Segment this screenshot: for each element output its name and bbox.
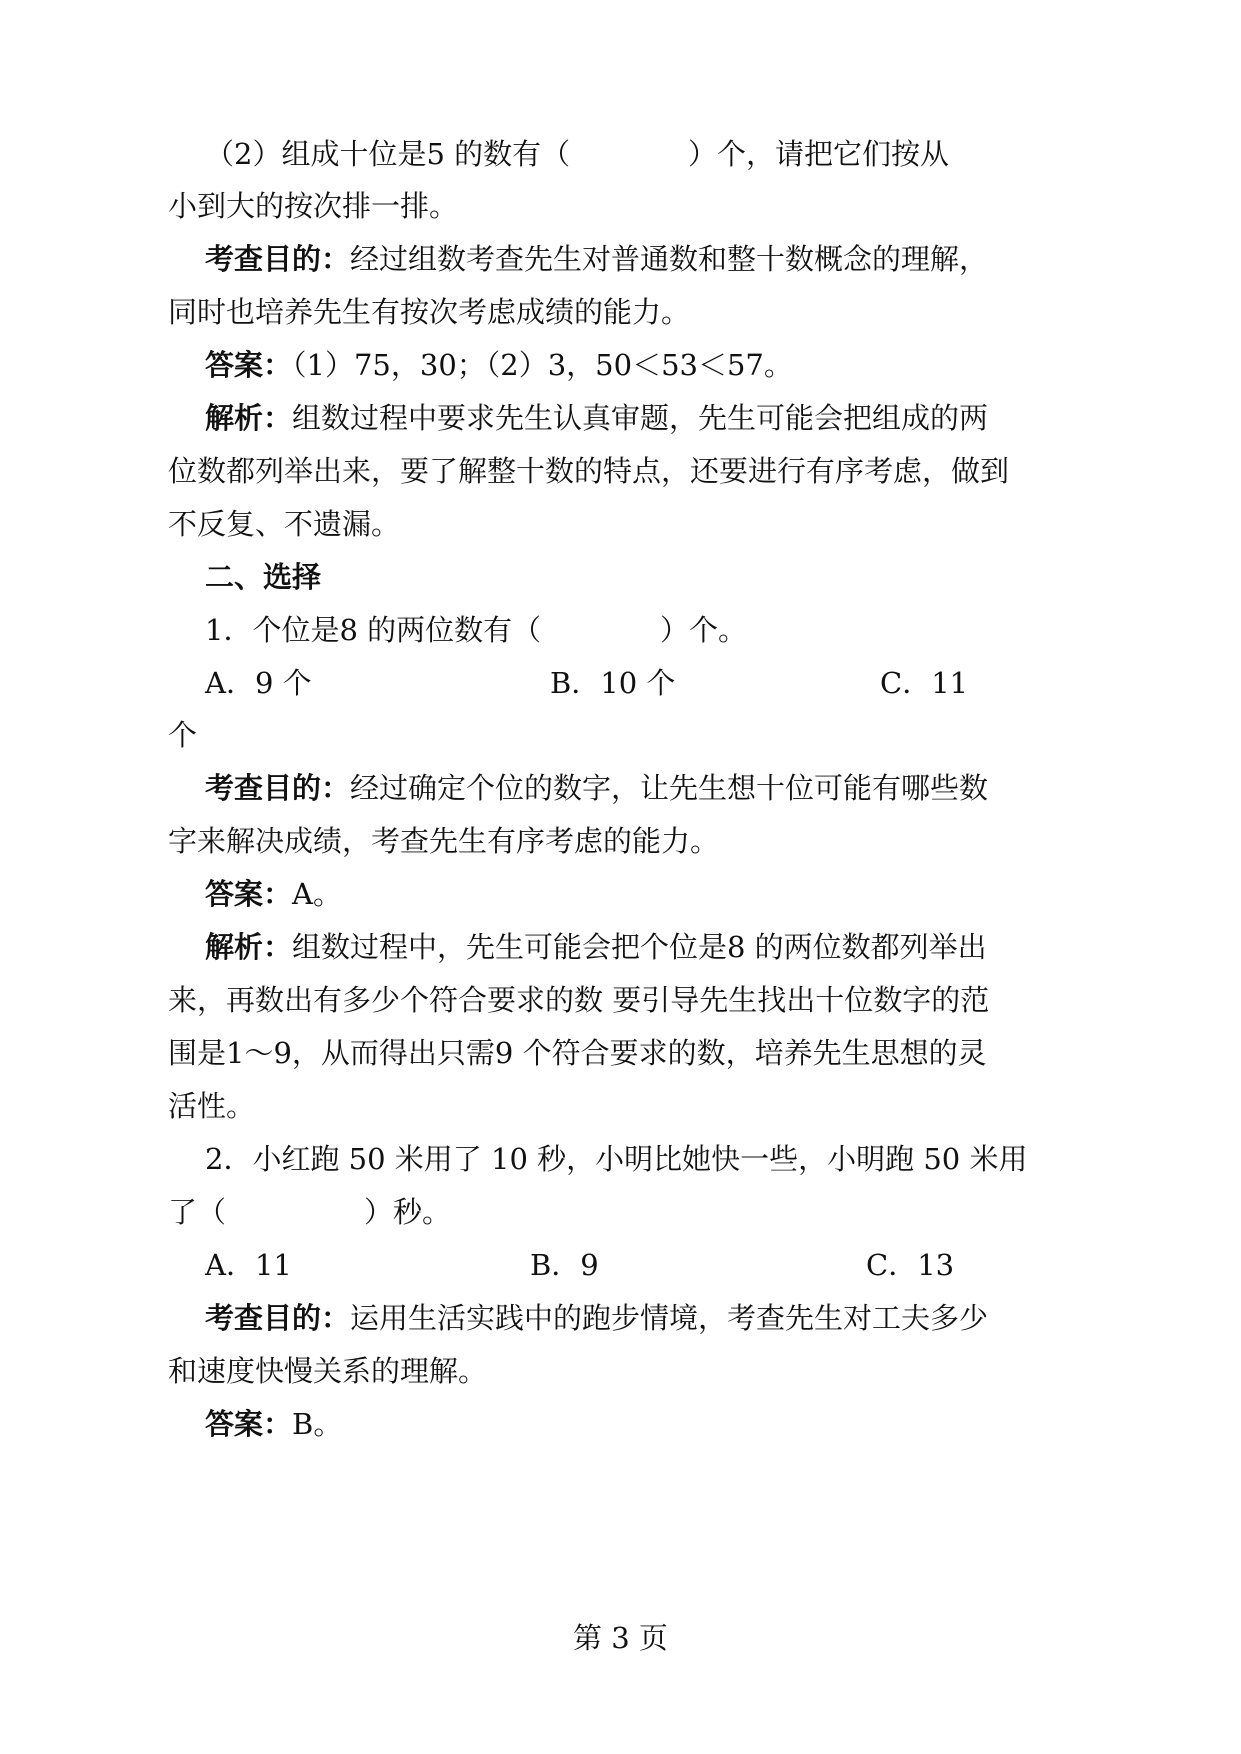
analysis-text: 来，再数出有多少个符合要求的数 要引导先生找出十位数字的范 (168, 983, 990, 1017)
question-2-text-c: 小到大的按次排一排。 (168, 189, 459, 223)
purpose-label: 考查目的： (205, 242, 351, 276)
choice-2-stem-line-2 (0, 1190, 1241, 1234)
analysis-label: 解析： (205, 401, 293, 435)
choice-1-stem (0, 608, 1241, 652)
choice-1-options-wrap (0, 713, 1241, 757)
question-2-line-1 (0, 132, 1241, 176)
analysis-2-line-3 (0, 1031, 1241, 1075)
analysis-text: 位数都列举出来，要了解整十数的特点，还要进行有序考虑，做到 (168, 454, 1010, 488)
answer-1-line (0, 343, 1241, 387)
analysis-1-line-1 (0, 396, 1241, 440)
answer-text: A。 (292, 877, 342, 911)
option-b: B．10 个 (550, 666, 676, 700)
choice-2-stem-1: 2．小红跑 50 米用了 10 秒，小明比她快一些，小明跑 50 米用 (205, 1142, 1028, 1176)
purpose-text: 同时也培养先生有按次考虑成绩的能力。 (168, 295, 691, 329)
purpose-3-line-1 (0, 1296, 1241, 1340)
option-c: C．11 (880, 666, 969, 700)
purpose-text: 经过组数考查先生对普通数和整十数概念的理解， (350, 242, 989, 276)
analysis-2-line-4 (0, 1084, 1241, 1128)
section-title: 二、选择 (205, 560, 322, 594)
answer-label: 答案： (205, 1407, 293, 1441)
option-a: A．9 个 (205, 666, 312, 700)
purpose-1-line-1 (0, 237, 1241, 281)
answer-text: B。 (292, 1407, 343, 1441)
purpose-2-line-2 (0, 819, 1241, 863)
answer-text: （1）75，30；（2）3，50＜53＜57。 (292, 348, 793, 382)
analysis-1-line-2 (0, 449, 1241, 493)
answer-label: 答案： (205, 877, 293, 911)
answer-2-line (0, 872, 1241, 916)
purpose-label: 考查目的： (205, 771, 351, 805)
choice-1-options (0, 661, 1241, 705)
analysis-text: 组数过程中，先生可能会把个位是8 的两位数都列举出 (292, 930, 987, 964)
analysis-1-line-3 (0, 502, 1241, 546)
question-2-line-2 (0, 184, 1241, 228)
purpose-text: 字来解决成绩，考查先生有序考虑的能力。 (168, 824, 720, 858)
purpose-text: 经过确定个位的数字，让先生想十位可能有哪些数 (350, 771, 989, 805)
analysis-text: 活性。 (168, 1089, 256, 1123)
choice-1-stem-a: 1．个位是8 的两位数有（ (205, 613, 542, 647)
choice-2-stem-2a: 了（ (168, 1195, 227, 1229)
option-b: B．9 (530, 1248, 599, 1282)
section-2-title-line (0, 555, 1241, 599)
analysis-text: 组数过程中要求先生认真审题，先生可能会把组成的两 (292, 401, 989, 435)
analysis-label: 解析： (205, 930, 293, 964)
analysis-text: 不反复、不遗漏。 (168, 507, 401, 541)
question-2-text-b: ）个，请把它们按从 (688, 137, 950, 171)
analysis-2-line-1 (0, 925, 1241, 969)
choice-2-stem-line-1 (0, 1137, 1241, 1181)
purpose-text: 和速度快慢关系的理解。 (168, 1354, 488, 1388)
option-a: A．11 (205, 1248, 292, 1282)
purpose-label: 考查目的： (205, 1301, 351, 1335)
answer-label: 答案： (205, 348, 293, 382)
purpose-3-line-2 (0, 1349, 1241, 1393)
option-c: C．13 (866, 1248, 955, 1282)
choice-1-stem-b: ）个。 (660, 613, 748, 647)
page-number: 第 3 页 (573, 1621, 668, 1655)
purpose-1-line-2 (0, 290, 1241, 334)
option-c-wrap: 个 (168, 718, 198, 752)
choice-2-stem-2b: ）秒。 (364, 1195, 452, 1229)
analysis-2-line-2 (0, 978, 1241, 1022)
purpose-2-line-1 (0, 766, 1241, 810)
question-2-text-a: （2）组成十位是5 的数有（ (205, 137, 571, 171)
purpose-text: 运用生活实践中的跑步情境，考查先生对工夫多少 (350, 1301, 989, 1335)
answer-3-line (0, 1402, 1241, 1446)
analysis-text: 围是1～9，从而得出只需9 个符合要求的数，培养先生思想的灵 (168, 1036, 987, 1070)
choice-2-options (0, 1243, 1241, 1287)
